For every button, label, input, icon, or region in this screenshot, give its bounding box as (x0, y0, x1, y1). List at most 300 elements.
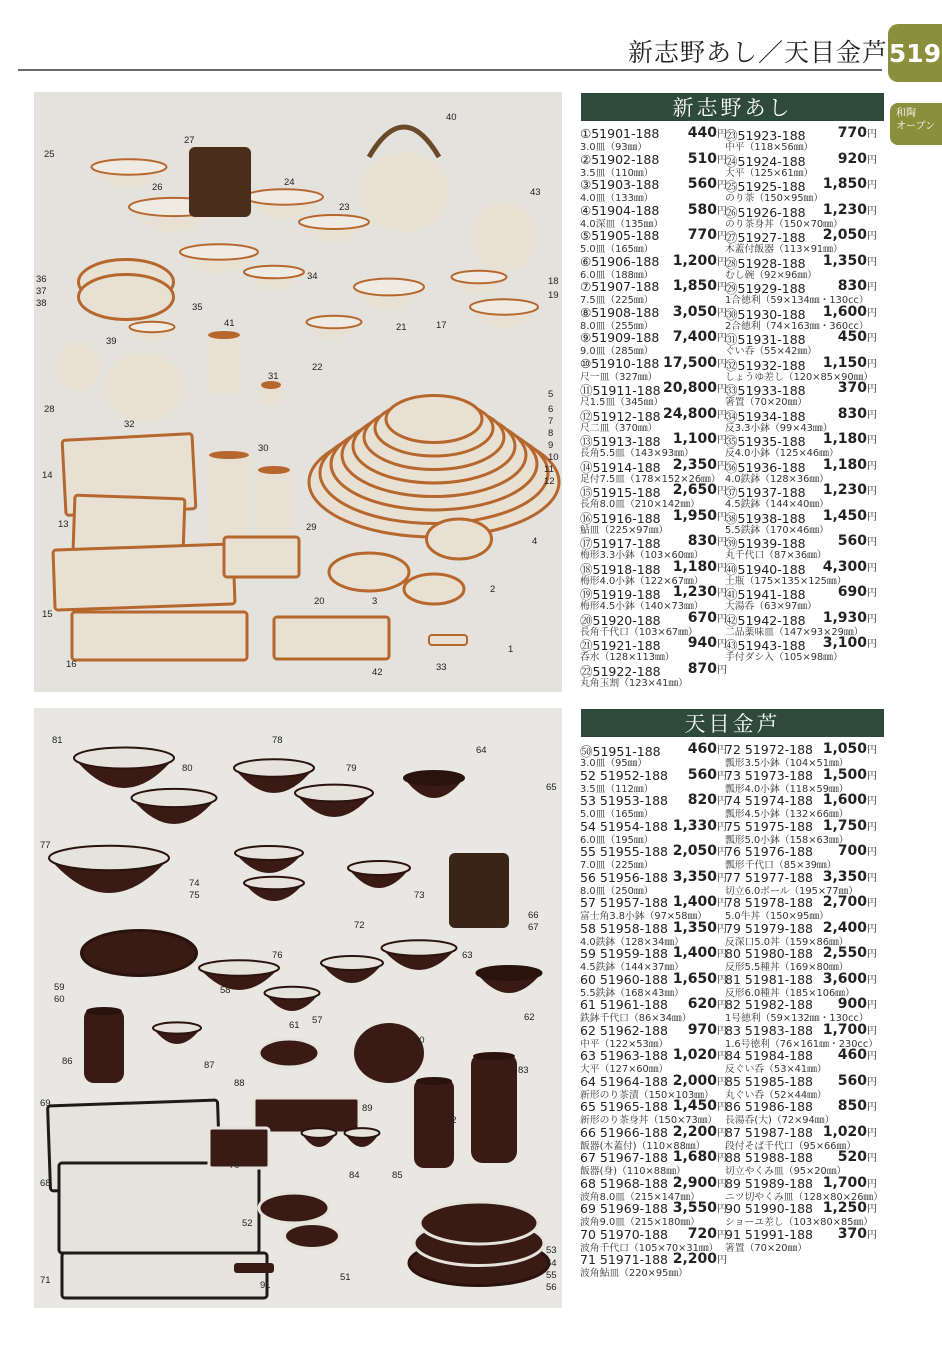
vessel-body (256, 467, 292, 547)
product-description: 3.5皿（110㎜） (580, 167, 654, 179)
product-entry (580, 356, 727, 382)
product-price (838, 843, 877, 859)
price-value: 940 (687, 635, 717, 651)
currency-unit: 円 (717, 307, 727, 319)
currency-unit: 円 (717, 588, 727, 599)
product-entry (725, 305, 877, 331)
price-value: 1,700 (822, 1174, 867, 1191)
lidded-box (449, 853, 509, 928)
currency-unit: 円 (867, 256, 877, 268)
product-description: 反形5.5種丼（169×80㎜） (725, 962, 849, 973)
product-code: ②51902-188 (580, 151, 660, 167)
currency-unit: 円 (717, 129, 727, 140)
product-code: ㉒51922-188 (580, 663, 661, 679)
product-entry (580, 483, 727, 509)
product-code: ③51903-188 (580, 177, 660, 192)
product-description: 瓢形3.5小鉢（104×51㎜） (725, 758, 849, 769)
item-number-label: 60 (54, 994, 65, 1005)
currency-unit: 円 (867, 307, 877, 319)
currency-unit: 円 (867, 1204, 877, 1215)
product-code: 91 51991-188 (725, 1226, 814, 1242)
product-description: 中平（122×53㎜） (580, 1038, 669, 1050)
price-value: 2,200 (672, 1123, 717, 1140)
vessel-mouth (416, 1077, 452, 1085)
rectangular-dish (53, 544, 235, 610)
covered-cup (57, 342, 101, 392)
currency-unit: 円 (717, 664, 727, 676)
product-price (838, 1098, 877, 1114)
product-entry (580, 1048, 727, 1074)
currency-unit: 円 (717, 974, 727, 986)
bowl-rim (132, 789, 217, 807)
item-number-label: 19 (548, 290, 559, 301)
product-price (673, 508, 727, 524)
product-description: 丸ぐい呑（52×44㎜） (725, 1089, 827, 1101)
price-value: 830 (687, 533, 717, 549)
currency-unit: 円 (717, 486, 727, 497)
product-price (838, 584, 877, 600)
price-value: 17,500 (662, 354, 717, 371)
product-code: ⑥51906-188 (580, 253, 660, 269)
item-number-label: 51 (340, 1272, 351, 1283)
product-description: 反ぐい呑（53×41㎜） (725, 1064, 827, 1075)
plate (420, 1202, 538, 1244)
product-entry (580, 793, 727, 819)
product-description: 7.5皿（225㎜） (580, 295, 654, 306)
product-entry (725, 152, 877, 178)
shino-photo-canvas (34, 92, 562, 692)
product-description: 箸置（70×20㎜） (725, 397, 808, 408)
product-description: むし碗（92×96㎜） (725, 269, 817, 281)
item-number-label: 42 (372, 667, 383, 678)
product-price (688, 1022, 727, 1038)
rectangular-dish (59, 1163, 259, 1253)
product-entry (580, 997, 727, 1023)
product-code: 72 51972-188 (725, 742, 814, 757)
product-code: ⑩51910-188 (580, 355, 660, 371)
item-number-label: 67 (528, 922, 539, 933)
item-number-label: 57 (312, 1015, 323, 1026)
vessel-mouth (258, 466, 290, 474)
item-number-label: 36 (36, 274, 47, 285)
currency-unit: 円 (717, 770, 727, 782)
product-price (673, 869, 727, 885)
product-entry (580, 921, 727, 947)
plate (404, 574, 464, 604)
currency-unit: 円 (867, 847, 877, 858)
price-value: 1,680 (672, 1149, 717, 1165)
currency-unit: 円 (867, 409, 877, 421)
price-value: 1,950 (672, 507, 717, 524)
chopstick-rest (429, 635, 467, 645)
item-number-label: 15 (42, 609, 53, 620)
product-entry (580, 534, 727, 560)
product-entry (725, 793, 877, 819)
plate (386, 396, 482, 443)
soy-dispenser (354, 1023, 424, 1083)
product-price (838, 380, 877, 396)
item-number-label: 80 (182, 763, 193, 774)
product-entry (580, 305, 727, 331)
product-description: 切立やくみ皿（95×20㎜） (725, 1166, 847, 1177)
product-code: ⑧51908-188 (580, 304, 660, 320)
product-description: 呑水（128×113㎜） (580, 652, 675, 663)
product-code: ㉖51926-188 (725, 204, 806, 220)
item-number-label: 61 (289, 1020, 300, 1031)
product-code: 70 51970-188 (580, 1226, 669, 1242)
product-description: 鉄鉢千代口（86×34㎜） (580, 1013, 692, 1024)
currency-unit: 円 (717, 847, 727, 858)
rectangular-dish (254, 1098, 359, 1133)
product-code: ⑰51917-188 (580, 536, 661, 551)
product-entry (580, 458, 727, 484)
product-code: ㉟51935-188 (725, 434, 806, 449)
product-description: のり茶（150×95㎜） (725, 193, 824, 204)
product-entry (725, 458, 877, 484)
product-description: 飯器(木蓋付)（110×88㎜） (580, 1140, 706, 1152)
item-number-label: 82 (446, 1115, 457, 1126)
product-code: ㊲51937-188 (725, 485, 806, 500)
currency-unit: 円 (867, 745, 877, 756)
currency-unit: 円 (717, 1178, 727, 1190)
product-description: 反3.3小鉢（99×43㎜） (725, 422, 833, 434)
product-description: 5.0皿（165㎜） (580, 809, 654, 820)
product-code: ㉙51929-188 (725, 281, 806, 296)
currency-unit: 円 (717, 613, 727, 625)
item-number-label: 1 (508, 644, 514, 655)
product-entry (580, 870, 727, 896)
item-number-label: 18 (548, 276, 559, 287)
product-entry (725, 1201, 877, 1227)
item-number-label: 55 (546, 1270, 557, 1281)
product-description: 梅形3.3小鉢（103×60㎜） (580, 550, 704, 561)
vessel-mouth (261, 381, 281, 389)
bowl-rim (153, 1022, 201, 1033)
item-number-label: 10 (548, 452, 559, 463)
price-value: 1,180 (672, 558, 717, 575)
currency-unit: 円 (717, 1102, 727, 1113)
price-value: 720 (687, 1225, 717, 1242)
currency-unit: 円 (867, 613, 877, 625)
price-value: 510 (687, 150, 717, 167)
item-number-label: 70 (229, 1160, 240, 1171)
price-column (725, 741, 884, 1254)
product-entry (725, 254, 877, 280)
product-description: 反形6.0種丼（185×106㎜） (725, 987, 855, 999)
currency-unit: 円 (867, 1102, 877, 1113)
price-value: 970 (687, 1021, 717, 1038)
product-entry (580, 1252, 727, 1278)
product-price (823, 176, 877, 192)
vessel-mouth (208, 331, 240, 339)
price-value: 450 (837, 329, 867, 345)
product-description: 7.0皿（225㎜） (580, 860, 654, 871)
product-price (673, 278, 727, 294)
item-number-label: 58 (220, 985, 231, 996)
product-entry (580, 203, 727, 229)
price-value: 1,230 (822, 201, 867, 218)
product-entry (725, 921, 877, 947)
item-number-label: 17 (436, 320, 447, 331)
price-value: 1,600 (822, 792, 867, 808)
currency-unit: 円 (867, 154, 877, 166)
price-value: 580 (687, 201, 717, 218)
product-code: 82 51982-188 (725, 997, 814, 1012)
item-number-label: 72 (354, 920, 365, 931)
currency-unit: 円 (717, 333, 727, 344)
product-code: ⑬51913-188 (580, 434, 661, 449)
product-description: 3.0皿（95㎜） (580, 758, 648, 769)
product-price (838, 1073, 877, 1089)
item-number-label: 33 (436, 662, 447, 673)
product-code: ㉕51925-188 (725, 179, 806, 194)
item-number-label: 71 (40, 1275, 51, 1286)
price-value: 1,050 (822, 741, 867, 757)
bowl-rim (234, 759, 314, 777)
product-code: ㊳51938-188 (725, 510, 806, 526)
currency-unit: 円 (867, 821, 877, 833)
item-number-label: 81 (52, 735, 63, 746)
product-code: 55 51955-188 (580, 844, 669, 859)
product-description: ニツ切やくみ皿（128×80×26㎜） (725, 1191, 884, 1203)
product-entry (725, 126, 877, 152)
product-entry (725, 742, 877, 768)
price-value: 1,020 (822, 1123, 867, 1140)
product-code: ㊶51941-188 (725, 587, 806, 602)
item-number-label: 90 (414, 1035, 425, 1046)
product-description: 5.0牛丼（150×95㎜） (725, 911, 829, 922)
product-entry (725, 560, 877, 586)
shino-price-list (580, 126, 885, 696)
product-code: ⑨51909-188 (580, 330, 660, 345)
product-entry (725, 509, 877, 535)
product-price (673, 253, 727, 269)
product-code: ⑱51918-188 (580, 561, 661, 577)
product-description: 富士角3.8小鉢（97×58㎜） (580, 911, 708, 922)
rectangular-dish (274, 617, 389, 659)
product-code: 56 51956-188 (580, 869, 669, 885)
price-value: 1,330 (672, 817, 717, 834)
currency-unit: 円 (717, 1025, 727, 1037)
item-number-label: 54 (546, 1258, 557, 1269)
product-entry (580, 126, 727, 152)
product-entry (580, 1023, 727, 1049)
item-number-label: 84 (349, 1170, 360, 1181)
product-code: ⑳51920-188 (580, 612, 661, 628)
product-entry (725, 1023, 877, 1049)
product-entry (725, 611, 877, 637)
product-description: 大平（125×61㎜） (725, 167, 814, 179)
product-code: ⑲51919-188 (580, 587, 661, 602)
product-price (663, 355, 727, 371)
price-value: 1,850 (672, 278, 717, 294)
product-description: 尺1.5皿（345㎜） (580, 397, 664, 408)
product-entry (580, 381, 727, 407)
product-description: 丸千代口（87×36㎜） (725, 550, 827, 561)
product-entry (725, 1125, 877, 1151)
item-number-label: 53 (546, 1245, 557, 1256)
header-rule (18, 69, 882, 71)
item-number-label: 39 (106, 336, 117, 347)
product-entry (580, 636, 727, 662)
item-number-label: 21 (396, 322, 407, 333)
teapot-body (359, 152, 449, 232)
currency-unit: 円 (717, 460, 727, 472)
price-value: 1,450 (822, 507, 867, 524)
product-description: 新形のり茶身丼（150×73㎜） (580, 1115, 718, 1126)
product-code: 75 51975-188 (725, 818, 814, 834)
product-description: 梅形4.5小鉢（140×73㎜） (580, 601, 704, 612)
currency-unit: 円 (717, 384, 727, 395)
product-price (673, 843, 727, 859)
vessel-mouth (209, 451, 249, 459)
product-code: 83 51983-188 (725, 1022, 814, 1038)
product-code: ㉑51921-188 (580, 638, 661, 653)
product-description: 中平（118×56㎜） (725, 142, 814, 153)
item-number-label: 32 (124, 419, 135, 430)
product-price (673, 329, 727, 345)
product-code: 64 51964-188 (580, 1073, 669, 1089)
product-entry (725, 768, 877, 794)
product-entry (580, 742, 727, 768)
currency-unit: 円 (867, 1178, 877, 1190)
product-code: ⑪51911-188 (580, 383, 661, 398)
price-value: 20,800 (662, 380, 717, 396)
currency-unit: 円 (867, 358, 877, 370)
currency-unit: 円 (867, 460, 877, 472)
product-code: ⑫51912-188 (580, 408, 661, 424)
currency-unit: 円 (867, 1076, 877, 1088)
product-entry (725, 177, 877, 203)
product-entry (725, 534, 877, 560)
product-entry (580, 611, 727, 637)
item-number-label: 85 (392, 1170, 403, 1181)
product-code: ⑯51916-188 (580, 510, 661, 526)
product-entry (725, 895, 877, 921)
currency-unit: 円 (717, 949, 727, 960)
category-tab (890, 103, 942, 145)
product-description: 4.5鉄鉢（144×40㎜） (725, 499, 829, 510)
bowl-rim (92, 159, 167, 174)
product-entry (580, 1227, 727, 1253)
product-entry (580, 1074, 727, 1100)
product-entry (725, 381, 877, 407)
product-price (663, 380, 727, 396)
price-value: 520 (837, 1149, 867, 1165)
product-price (688, 635, 727, 651)
product-entry (725, 946, 877, 972)
product-entry (580, 895, 727, 921)
product-entry (725, 972, 877, 998)
product-description: 1号徳利（59×132㎜・130cc） (725, 1013, 869, 1024)
product-code: 86 51986-188 (725, 1099, 814, 1114)
rectangular-dish (72, 612, 247, 660)
product-entry (580, 844, 727, 870)
price-value: 1,600 (822, 303, 867, 320)
item-number-label: 4 (532, 536, 538, 547)
product-description: 6.0皿（188㎜） (580, 269, 654, 281)
item-number-label: 66 (528, 910, 539, 921)
bowl-rim (74, 748, 174, 769)
currency-unit: 円 (867, 384, 877, 395)
product-code: ㊵51940-188 (725, 561, 806, 577)
price-value: 460 (687, 741, 717, 757)
price-value: 2,200 (672, 1251, 717, 1267)
price-column (580, 742, 727, 1278)
product-entry (725, 407, 877, 433)
currency-unit: 円 (867, 511, 877, 523)
product-description: 反4.0小鉢（125×46㎜） (725, 448, 839, 459)
item-number-label: 56 (546, 1282, 557, 1293)
product-entry (580, 1150, 727, 1176)
product-description: 瓢形4.5小鉢（132×66㎜） (725, 809, 849, 820)
price-value: 1,400 (672, 945, 717, 961)
product-price (688, 151, 727, 167)
price-value: 770 (687, 227, 717, 243)
currency-unit: 円 (717, 435, 727, 446)
bowl-rim (130, 322, 175, 333)
currency-unit: 円 (717, 1051, 727, 1062)
item-number-label: 38 (36, 298, 47, 309)
shino-product-photo (34, 92, 562, 692)
price-value: 2,350 (672, 456, 717, 473)
product-code: ㊿51951-188 (580, 744, 661, 759)
tenmoku-price-list (580, 742, 885, 1312)
currency-unit: 円 (717, 256, 727, 268)
currency-unit: 円 (717, 1255, 727, 1266)
product-code: 63 51963-188 (580, 1048, 669, 1063)
product-price (688, 767, 727, 783)
product-price (838, 406, 877, 422)
price-value: 1,180 (822, 456, 867, 473)
plate (79, 275, 174, 320)
product-description: 大湯呑（63×97㎜） (725, 601, 817, 612)
item-number-label: 76 (272, 950, 283, 961)
page-title: 新志野あし／天目金芦 (628, 38, 889, 67)
product-code: ⑦51907-188 (580, 279, 660, 294)
price-value: 1,230 (822, 482, 867, 498)
currency-unit: 円 (867, 1229, 877, 1241)
price-value: 1,400 (672, 894, 717, 910)
product-code: 60 51960-188 (580, 971, 669, 987)
item-number-label: 11 (544, 464, 554, 475)
product-description: 瓢形千代口（85×39㎜） (725, 860, 837, 871)
vessel-body (206, 332, 242, 394)
product-description: 手付ダシ入（105×98㎜） (725, 652, 843, 663)
price-value: 2,000 (672, 1072, 717, 1089)
currency-unit: 円 (867, 1000, 877, 1011)
currency-unit: 円 (717, 821, 727, 833)
product-code: 57 51957-188 (580, 895, 669, 910)
product-entry (725, 483, 877, 509)
product-description: しょうゆ差し（120×85×90㎜） (725, 371, 874, 383)
item-number-label: 68 (40, 1178, 51, 1189)
item-number-label: 7 (548, 416, 554, 427)
product-description: 長角千代口（103×67㎜） (580, 626, 698, 638)
product-entry (580, 279, 727, 305)
price-value: 770 (837, 125, 867, 141)
product-code: 79 51979-188 (725, 920, 814, 936)
product-entry (725, 330, 877, 356)
price-value: 2,050 (822, 227, 867, 243)
price-value: 370 (837, 1225, 867, 1242)
item-number-label: 2 (490, 584, 496, 595)
price-value: 3,600 (822, 970, 867, 987)
product-description: 瓢形4.0小鉢（118×59㎜） (725, 783, 849, 795)
section-banner-shino: 新志野あし (581, 93, 884, 121)
vessel-mouth (473, 1052, 515, 1060)
category-tab-line-1: 和陶 (896, 108, 916, 119)
